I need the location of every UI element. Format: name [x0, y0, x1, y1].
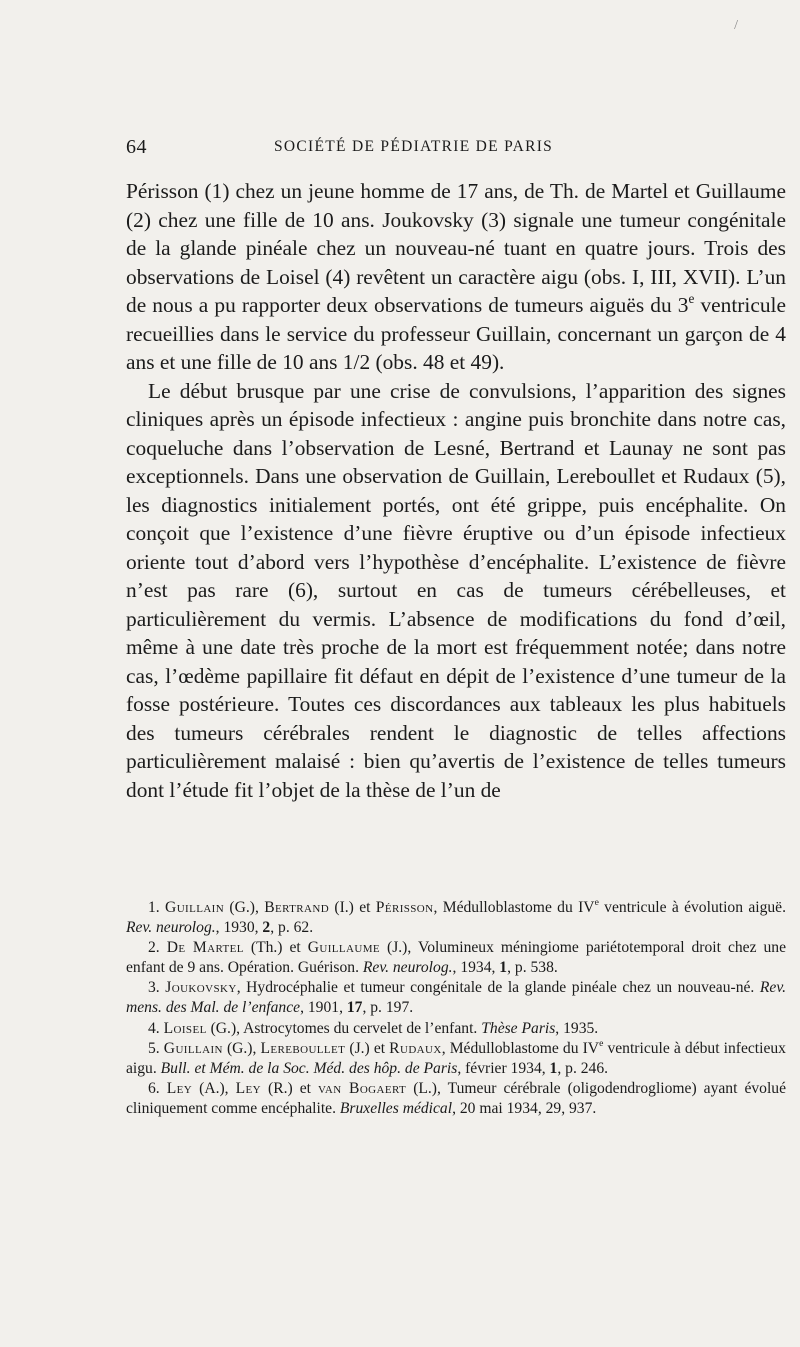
footnote-journal: Rev. neurolog.	[362, 959, 453, 977]
paragraph-1-text-a: Périsson (1) chez un jeune homme de 17 ans, de Th. de Martel et Guillaume (2) chez une fille de 10 ans. Joukovsky (3) signale une tumeur congénitale de la glande pinéale chez un nouveau-né tuant en quatre jours. Trois des observations de Loisel (4) revêtent un caractère aigu (obs. I, III, XVII). L’un de nous a pu rapporter deux observations de tumeurs aiguës du 3	[126, 179, 786, 317]
footnote-text: ventricule à évolution aiguë.	[598, 899, 786, 916]
footnote-text: (L.), Tumeur cérébrale (oligodendrogliome) ayant évolué cliniquement comme encéphalite.	[126, 1079, 787, 1117]
footnote-text: (G.), Astrocytomes du cervelet de l’enfant.	[206, 1019, 482, 1037]
footnote-2	[126, 938, 786, 978]
footnote-author: Loisel	[163, 1019, 207, 1037]
footnote-journal: Bruxelles médical	[339, 1099, 453, 1117]
footnotes	[126, 898, 786, 1119]
footnote-text: , Médulloblastome du IV	[433, 899, 595, 916]
superscript: e	[594, 896, 599, 908]
footnote-text: , 1930,	[215, 919, 263, 937]
footnote-author: Périsson	[375, 899, 434, 916]
footnote-number: 5.	[148, 1039, 164, 1057]
footnote-volume: 1	[549, 1059, 558, 1077]
paragraph-1-text-b: ventricule recueillies dans le service du professeur Guillain, concernant un garçon de 4 ans et une fille de 10 ans 1/2 (obs. 48 et 49).	[126, 293, 786, 374]
paragraph-2: Le début brusque par une crise de convulsions, l’apparition des signes cliniques après un épisode infectieux : angine puis bronchite dans notre cas, coqueluche dans l’observation de Lesné, Bertrand et Launay ne sont pas exceptionnels. Dans une observation de Guillain, Lereboullet et Rudaux (5), les diagnostics initialement portés, ont été grippe, puis encéphalite. On conçoit que l’existence d’une fièvre éruptive ou d’un épisode infectieux oriente tout d’abord vers l’hypothèse d’encéphalite. L’existence de fièvre n’est pas rare (6), surtout en cas de tumeurs cérébelleuses, et particulièrement du vermis. L’absence de modifications du fond d’œil, même à une date très proche de la mort est fréquemment notée; dans notre cas, l’œdème papillaire fit défaut en dépit de l’existence d’une tumeur de la fosse postérieure. Toutes ces discordances aux tableaux les plus habituels des tumeurs cérébrales rendent le diagnostic de telles affections particulièrement malaisé : bien qu’avertis de l’existence de telles tumeurs dont l’étude fit l’objet de la thèse de l’un de	[126, 378, 786, 802]
footnote-text: (R.) et	[260, 1079, 318, 1097]
footnote-author: Guillaume	[307, 939, 381, 957]
footnote-text: , 1901,	[300, 999, 347, 1017]
footnote-author: van Bogaert	[317, 1079, 407, 1097]
footnote-author: Ley	[166, 1079, 193, 1097]
footnote-text: , Médulloblastome du IV	[441, 1039, 600, 1057]
footnote-text: , p. 62.	[270, 919, 314, 937]
footnote-author: Ley	[235, 1079, 261, 1097]
footnote-author: Joukovsky	[165, 979, 237, 997]
footnote-1	[126, 898, 786, 938]
footnote-text: ventricule à début infectieux aigu.	[126, 1039, 786, 1077]
paragraph-1	[126, 177, 786, 377]
superscript: e	[688, 290, 695, 306]
footnote-text: , p. 246.	[557, 1059, 609, 1077]
footnote-volume: 1	[499, 959, 508, 977]
footnote-journal: Rev. mens. des Mal. de l’enfance	[126, 979, 786, 1017]
footnote-text: , 1935.	[555, 1019, 599, 1037]
footnote-text: (J.), Volumineux méningiome pariétotemporal droit chez une enfant de 9 ans. Opération. Guérison.	[126, 939, 787, 977]
footnote-volume: 2	[262, 919, 271, 937]
body-text	[126, 177, 786, 804]
footnote-author: De Martel	[166, 939, 244, 957]
footnote-number: 1.	[148, 899, 166, 916]
footnote-author: Rudaux	[389, 1039, 442, 1057]
footnote-text: , 20 mai 1934, 29, 937.	[452, 1099, 597, 1117]
page-header	[126, 136, 786, 160]
footnote-4	[126, 1019, 786, 1039]
footnote-text: (I.) et	[329, 899, 376, 916]
footnote-journal: Rev. neurolog.	[126, 919, 216, 937]
footnote-author: Lereboullet	[260, 1039, 346, 1057]
footnote-number: 3.	[148, 979, 166, 997]
footnote-text: (G.),	[224, 899, 265, 916]
running-head: SOCIÉTÉ DE PÉDIATRIE DE PARIS	[274, 138, 554, 155]
footnote-number: 6.	[148, 1079, 167, 1097]
footnote-text: (Th.) et	[243, 939, 308, 957]
footnote-author: Guillain	[163, 1039, 223, 1057]
footnote-text: (G.),	[222, 1039, 261, 1057]
footnote-number: 4.	[148, 1019, 164, 1037]
footnote-text: , p. 197.	[362, 999, 414, 1017]
footnote-number: 2.	[148, 939, 167, 957]
footnote-text: , février 1934,	[457, 1059, 550, 1077]
footnote-text: (A.),	[192, 1079, 236, 1097]
footnote-5	[126, 1039, 786, 1079]
footnote-text: (J.) et	[345, 1039, 390, 1057]
footnote-6	[126, 1079, 786, 1119]
footnote-text: , p. 538.	[507, 959, 558, 977]
corner-mark: /	[734, 18, 738, 33]
footnote-text: , Hydrocéphalie et tumeur congénitale de la glande pinéale chez un nouveau-né.	[236, 979, 760, 997]
footnote-text: , 1934,	[452, 959, 500, 977]
footnote-author: Bertrand	[264, 899, 330, 916]
footnote-3	[126, 978, 786, 1018]
superscript: e	[599, 1037, 604, 1049]
footnote-volume: 17	[346, 999, 363, 1017]
footnote-journal: Bull. et Mém. de la Soc. Méd. des hôp. de Paris	[160, 1059, 458, 1077]
footnote-author: Guillain	[165, 899, 225, 916]
page-number: 64	[126, 136, 147, 158]
footnote-journal: Thèse Paris	[481, 1019, 556, 1037]
